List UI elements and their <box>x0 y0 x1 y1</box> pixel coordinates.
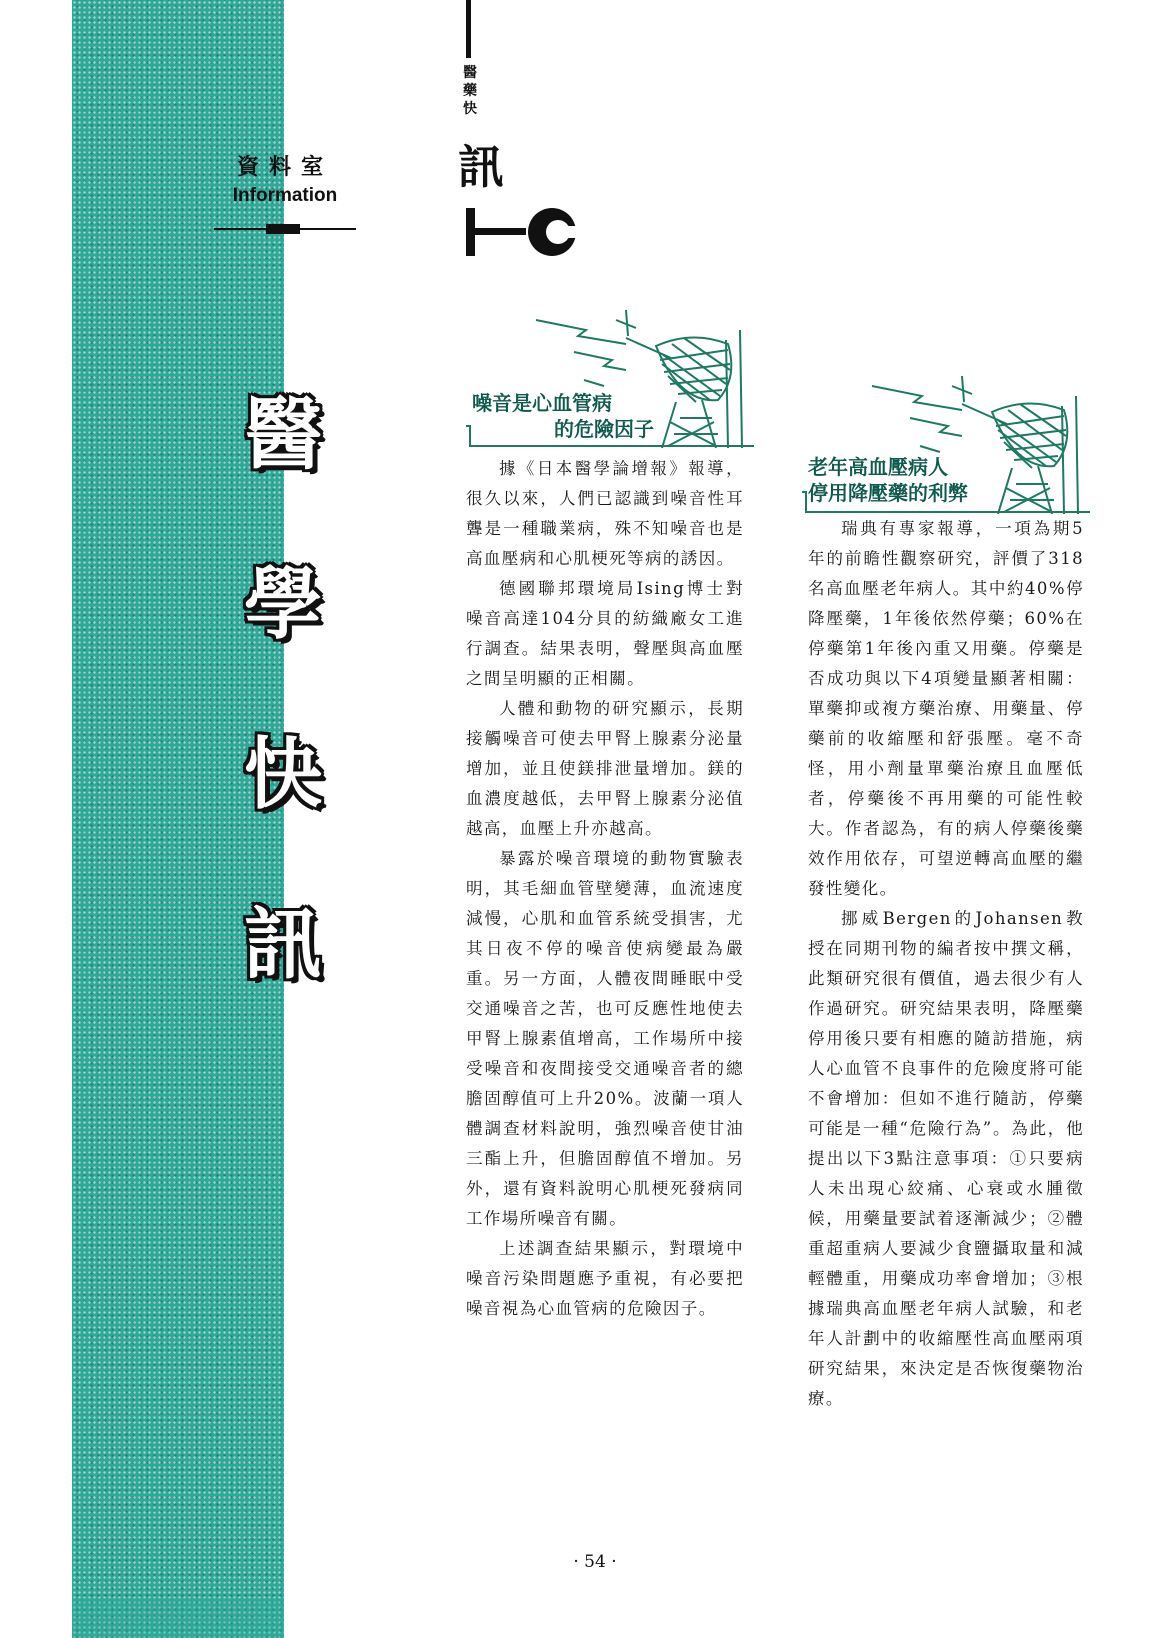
article-2-paragraph-2: 挪威Bergen的Johansen教授在同期刊物的編者按中撰文稱，此類研究很有價值，過去很少有人作過研究。研究結果表明，降壓藥停用後只要有相應的隨訪措施，病人心血管不良事件的危險度將可能不會增加：但如不進行隨訪，停藥可能是一種“危險行為”。為此，他提出以下3點注意事項：①只要病人未出現心絞痛、心衰或水腫徵候，用藥量要試着逐漸減少；②體重超重病人要減少食鹽攝取量和減輕體重，用藥成功率會增加；③根據瑞典高血壓老年病人試驗，和老年人計劃中的收縮壓性高血壓兩項研究結果，來決定是否恢復藥物治療。 <box>808 909 1084 1408</box>
magazine-title-vertical <box>238 390 328 1070</box>
article-1-paragraph-4: 暴露於噪音環境的動物實驗表明，其毛細血管壁變薄，血流速度減慢，心肌和血管系統受損害，尤其日夜不停的噪音使病變最為嚴重。另一方面，人體夜間睡眠中受交通噪音之苦，也可反應性地使去甲腎上腺素值增高，工作場所中接受噪音和夜間接受交通噪音者的總膽固醇值可上升20%。波蘭一項人體調查材料說明，強烈噪音使甘油三酯上升，但膽固醇值不增加。另外，還有資料說明心肌梗死發病同工作場所噪音有關。 <box>466 849 744 1228</box>
title-char-4: 訊 <box>243 900 322 990</box>
article-2-headline-line1: 老年高血壓病人 <box>808 455 948 479</box>
article-2-paragraph-1: 瑞典有專家報導，一項為期5年的前瞻性觀察研究，評價了318名高血壓老年病人。其中約40%停降壓藥，1年後依然停藥；60%在停藥第1年後內重又用藥。停藥是否成功與以下4項變量顯著相關：單藥抑或複方藥治療、用藥量、停藥前的收縮壓和舒張壓。毫不奇怪，用小劑量單藥治療且血壓低者，停藥後不再用藥的可能性較大。作者認為，有的病人停藥後藥效作用依存，可望逆轉高血壓的繼發性變化。 <box>808 519 1084 898</box>
article-1-paragraph-1: 據《日本醫學論增報》報導，很久以來，人們已認識到噪音性耳聾是一種職業病，殊不知噪音也是高血壓病和心肌梗死等病的誘因。 <box>466 459 744 568</box>
column-marker <box>458 0 586 270</box>
article-1-headline-line1: 噪音是心血管病 <box>472 391 612 415</box>
marker-char: 訊 <box>458 140 504 194</box>
article-1-paragraph-2: 德國聯邦環境局Ising博士對噪音高達104分貝的紡織廠女工進行調查。結果表明，聲壓與高血壓之間呈明顯的正相關。 <box>466 579 744 688</box>
article-1-headline <box>466 300 756 448</box>
section-rule-accent <box>266 224 300 234</box>
title-char-1: 醫 <box>243 390 322 480</box>
title-char-2: 學 <box>243 560 322 650</box>
article-1-body <box>466 454 744 1324</box>
section-english: Information <box>232 185 338 206</box>
title-char-3: 快 <box>243 730 322 820</box>
page-number: · 54 · <box>573 1552 617 1572</box>
article-2-headline-line2: 停用降壓藥的利弊 <box>808 481 968 505</box>
article-1-paragraph-3: 人體和動物的研究顯示，長期接觸噪音可使去甲腎上腺素分泌量增加，並且使鎂排泄量增加。鎂的血濃度越低，去甲腎上腺素分泌值越高，血壓上升亦越高。 <box>466 699 744 838</box>
section-label <box>214 150 356 207</box>
hc-logo-mark-icon <box>466 208 586 264</box>
marker-rule <box>466 0 471 58</box>
section-chinese: 資料室 <box>236 155 333 180</box>
article-2-headline <box>802 366 1092 514</box>
article-1-paragraph-5: 上述調查結果顯示，對環境中噪音污染問題應予重視，有必要把噪音視為心血管病的危險因子。 <box>466 1239 744 1318</box>
article-2-body <box>808 514 1084 1414</box>
marker-vertical-text: 醫藥快 <box>463 65 477 117</box>
article-1-headline-line2: 的危險因子 <box>554 417 654 441</box>
